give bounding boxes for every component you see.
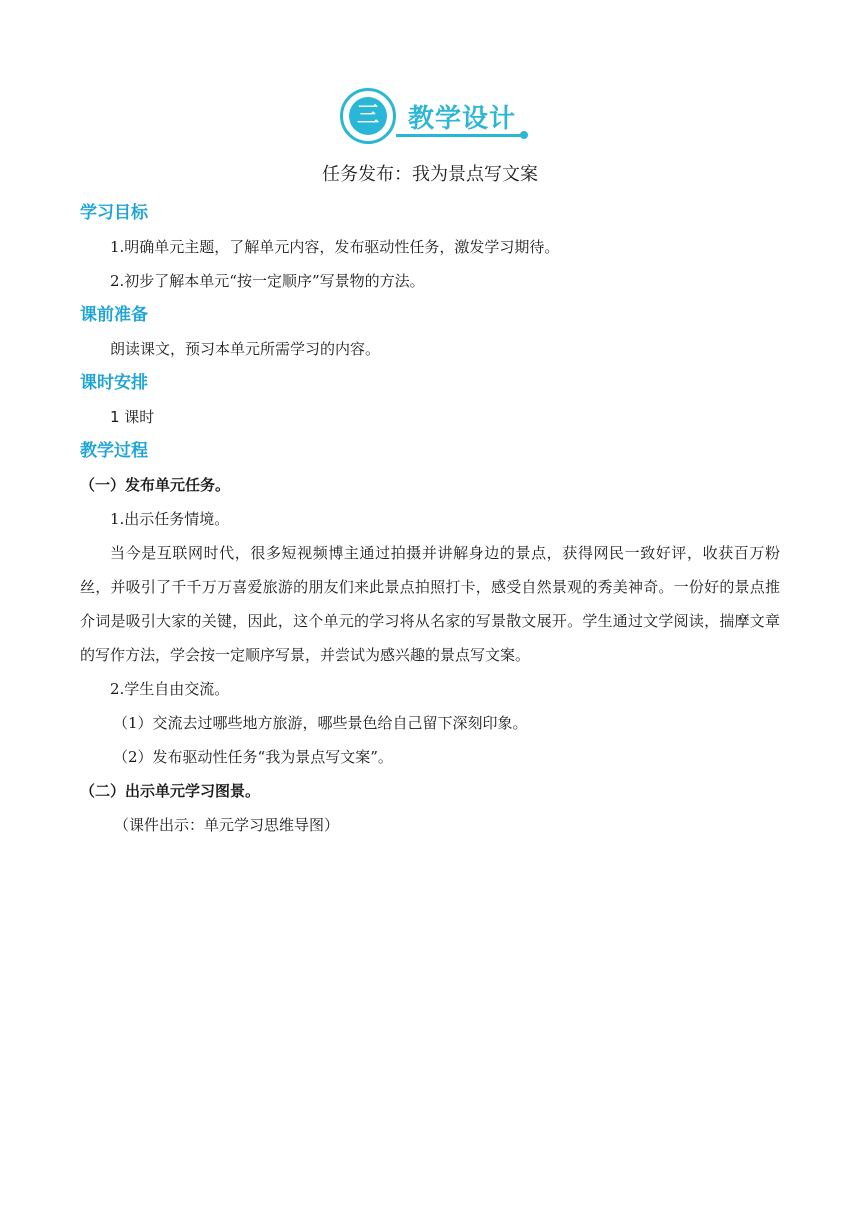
section-title: 教学设计 <box>408 104 517 134</box>
preparation-text: 朗读课文，预习本单元所需学习的内容。 <box>110 340 381 358</box>
section-header <box>340 86 540 146</box>
heading-preparation: 课前准备 <box>80 305 148 325</box>
heading-schedule: 课时安排 <box>80 373 148 393</box>
objective-item-1: 1.明确单元主题，了解单元内容，发布驱动性任务，激发学习期待。 <box>110 238 560 256</box>
schedule-text: 1 课时 <box>110 408 155 426</box>
process-step-1: 1.出示任务情境。 <box>110 510 230 528</box>
heading-process: 教学过程 <box>80 441 148 461</box>
section-number: 三 <box>349 97 387 135</box>
process-part-1-title: （一）发布单元任务。 <box>80 476 231 494</box>
process-substep-1: （1）交流去过哪些地方旅游，哪些景色给自己留下深刻印象。 <box>113 714 528 732</box>
title-underline-decoration <box>396 134 524 137</box>
courseware-note: （课件出示：单元学习思维导图） <box>114 816 340 834</box>
process-substep-2: （2）发布驱动性任务“我为景点写文案”。 <box>113 748 393 766</box>
process-step-2: 2.学生自由交流。 <box>110 680 230 698</box>
task-scenario-paragraph: 当今是互联网时代，很多短视频博主通过拍摄并讲解身边的景点，获得网民一致好评，收获百万粉丝，并吸引了千千万万喜爱旅游的朋友们来此景点拍照打卡，感受自然景观的秀美神奇。一份好的景点推介词是吸引大家的关键，因此，这个单元的学习将从名家的写景散文展开。学生通过文学阅读，揣摩文章的写作方法，学会按一定顺序写景，并尝试为感兴趣的景点写文案。 <box>80 544 780 664</box>
objective-item-2: 2.初步了解本单元“按一定顺序”写景物的方法。 <box>110 272 425 290</box>
lesson-subtitle: 任务发布：我为景点写文案 <box>322 164 538 185</box>
heading-objectives: 学习目标 <box>80 203 148 223</box>
section-number-badge <box>340 88 396 144</box>
process-part-2-title: （二）出示单元学习图景。 <box>80 782 261 800</box>
document-body <box>80 196 780 842</box>
